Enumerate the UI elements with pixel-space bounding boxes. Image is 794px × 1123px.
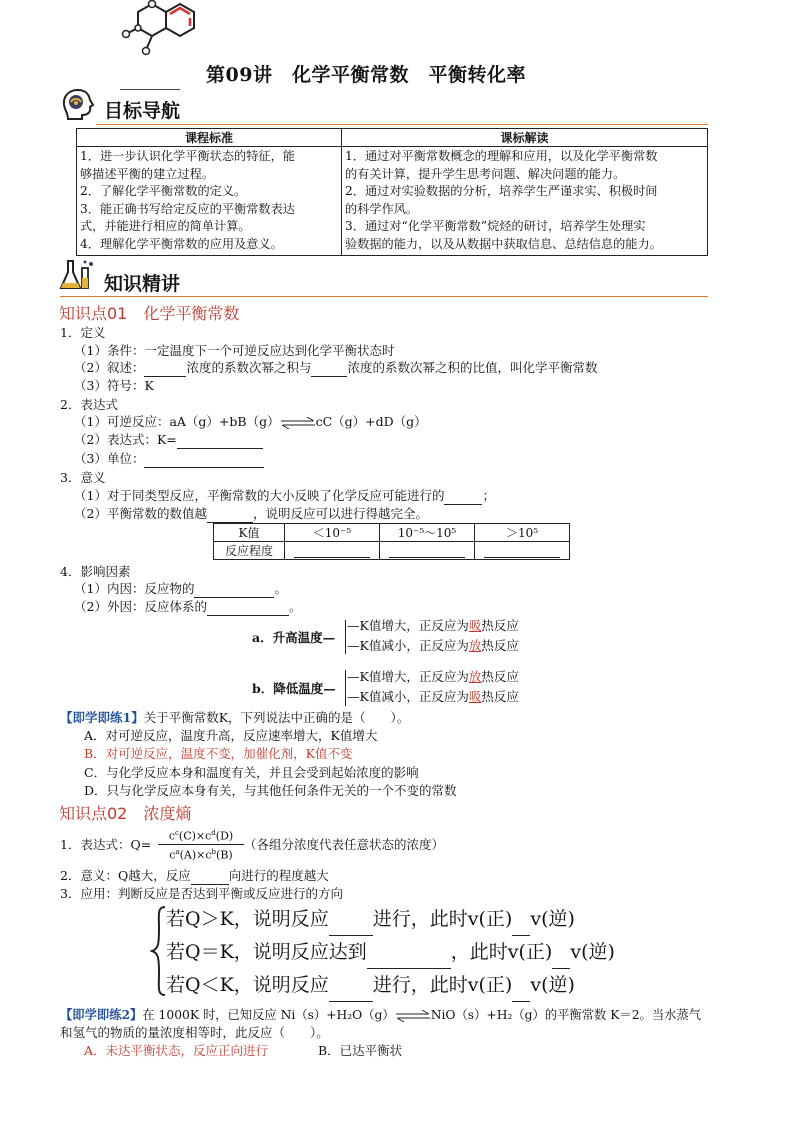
compare-row: 若Q＜K，说明反应 进行，此时v(正) v(逆) <box>166 969 575 1002</box>
option-a: A．未达平衡状态，反应正向进行 <box>84 1043 269 1058</box>
flask-icon <box>58 258 98 294</box>
practice2-question-cont: 和氢气的物质的量浓度相等时，此反应（ ）。 <box>60 1025 329 1040</box>
def-heading: 1．定义 <box>60 325 106 340</box>
compare-row: 若Q＝K，说明反应达到 ，此时v(正) v(逆) <box>166 936 615 969</box>
section-knowledge-title: 知识精讲 <box>104 273 181 295</box>
q-application: 3．应用：判断反应是否达到平衡或反应进行的方向 <box>60 886 343 901</box>
practice2-question: 【即学即练2】在 1000K 时，已知反应 Ni（s）+H₂O（g） NiO（s）+H₂（g）的平衡常数 K＝2。当水蒸气 <box>60 1007 702 1022</box>
practice1-question: 【即学即练1】关于平衡常数K，下列说法中正确的是（ ）。 <box>60 710 410 725</box>
mean-heading: 3．意义 <box>60 470 106 485</box>
equilibrium-arrow-icon <box>395 1010 431 1022</box>
option-b: B．已达平衡状 <box>318 1043 403 1058</box>
heat-item: —K值增大，正反应为吸热反应 <box>347 618 519 633</box>
k-table: K值 ＜10⁻⁵ 10⁻⁵～10⁵ ＞10⁵ 反应程度 <box>213 523 570 560</box>
option-b: B．对可逆反应，温度不变，加催化剂，K值不变 <box>84 746 353 761</box>
heat-item: —K值减小，正反应为放热反应 <box>347 638 519 653</box>
brace-line <box>345 670 346 706</box>
logo-underline <box>120 89 180 90</box>
molecule-logo <box>118 0 200 60</box>
expr-item: （2）表达式：K= <box>74 431 263 449</box>
factor-item: （1）内因：反应物的 。 <box>74 581 287 596</box>
def-item: （1）条件：一定温度下一个可逆反应达到化学平衡状态时 <box>74 343 395 358</box>
heat-down-label: b．降低温度— <box>252 681 336 696</box>
q-meaning: 2．意义：Q越大，反应 向进行的程度越大 <box>60 868 329 883</box>
goals-cell-right: 1．通过对平衡常数概念的理解和应用，以及化学平衡常数 的有关计算，提升学生思考问题、解决问题的能力。 2．通过对实验数据的分析，培养学生严谨求实、积极时间 的科学作风。 3．通过对“化学平衡常数”烷烃的研讨，培养学生处理实 验数据的能力，以及从数据中获取信息、总结信息的能力。 <box>342 147 708 256</box>
goals-table <box>76 128 708 256</box>
factor-heading: 4．影响因素 <box>60 564 131 579</box>
q-expression-label: 1．表达式：Q= <box>60 837 152 852</box>
page-title: 第09讲 化学平衡常数 平衡转化率 <box>206 64 526 86</box>
brain-icon <box>60 87 96 121</box>
option-c: C．与化学反应本身和温度有关，并且会受到起始浓度的影响 <box>84 765 419 780</box>
equilibrium-arrow-icon <box>280 417 316 429</box>
q-note: （各组分浓度代表任意状态的浓度） <box>244 837 445 852</box>
heat-up-label: a．升高温度— <box>252 630 336 645</box>
brace-line <box>345 620 346 654</box>
section-divider <box>96 124 708 125</box>
goals-header-right: 课标解读 <box>342 129 708 147</box>
expr-item: （1）可逆反应：aA（g）+bB（g） cC（g）+dD（g） <box>74 414 427 429</box>
heat-item: —K值增大，正反应为放热反应 <box>347 669 519 684</box>
factor-item: （2）外因：反应体系的 。 <box>74 599 302 614</box>
compare-row: 若Q＞K，说明反应 进行，此时v(正) v(逆) <box>166 903 575 936</box>
heat-item: —K值减小，正反应为吸热反应 <box>347 689 519 704</box>
mean-item: （2）平衡常数的数值越 ，说明反应可以进行得越完全。 <box>74 506 428 521</box>
expr-item: （3）单位： <box>74 450 264 468</box>
mean-item: （1）对于同类型反应，平衡常数的大小反映了化学反应可能进行的 ； <box>74 488 495 503</box>
goals-cell-left: 1．进一步认识化学平衡状态的特征，能 够描述平衡的建立过程。 2．了解化学平衡常数的定义。 3．能正确书写给定反应的平衡常数表达 式，并能进行相应的简单计算。 4．理解化学平衡常数的应用及意义。 <box>77 147 342 256</box>
option-d: D．只与化学反应本身有关，与其他任何条件无关的一个不变的常数 <box>84 783 457 798</box>
q-fraction: $c^c(C)\times c^d(D)$ $c^a(A)\times c^b(B)$ <box>158 826 244 862</box>
def-item: （3）符号：K <box>74 378 154 393</box>
def-item: （2）叙述： 浓度的系数次幂之积与 浓度的系数次幂之积的比值，叫化学平衡常数 <box>74 360 598 375</box>
expr-heading: 2．表达式 <box>60 397 118 412</box>
goals-header-left: 课程标准 <box>77 129 342 147</box>
kp2-title: 知识点02 浓度熵 <box>59 804 192 823</box>
section-goals-title: 目标导航 <box>104 100 181 122</box>
option-a: A．对可逆反应，温度升高，反应速率增大，K值增大 <box>84 728 378 743</box>
section-divider <box>60 296 708 297</box>
kp1-title: 知识点01 化学平衡常数 <box>59 304 240 323</box>
